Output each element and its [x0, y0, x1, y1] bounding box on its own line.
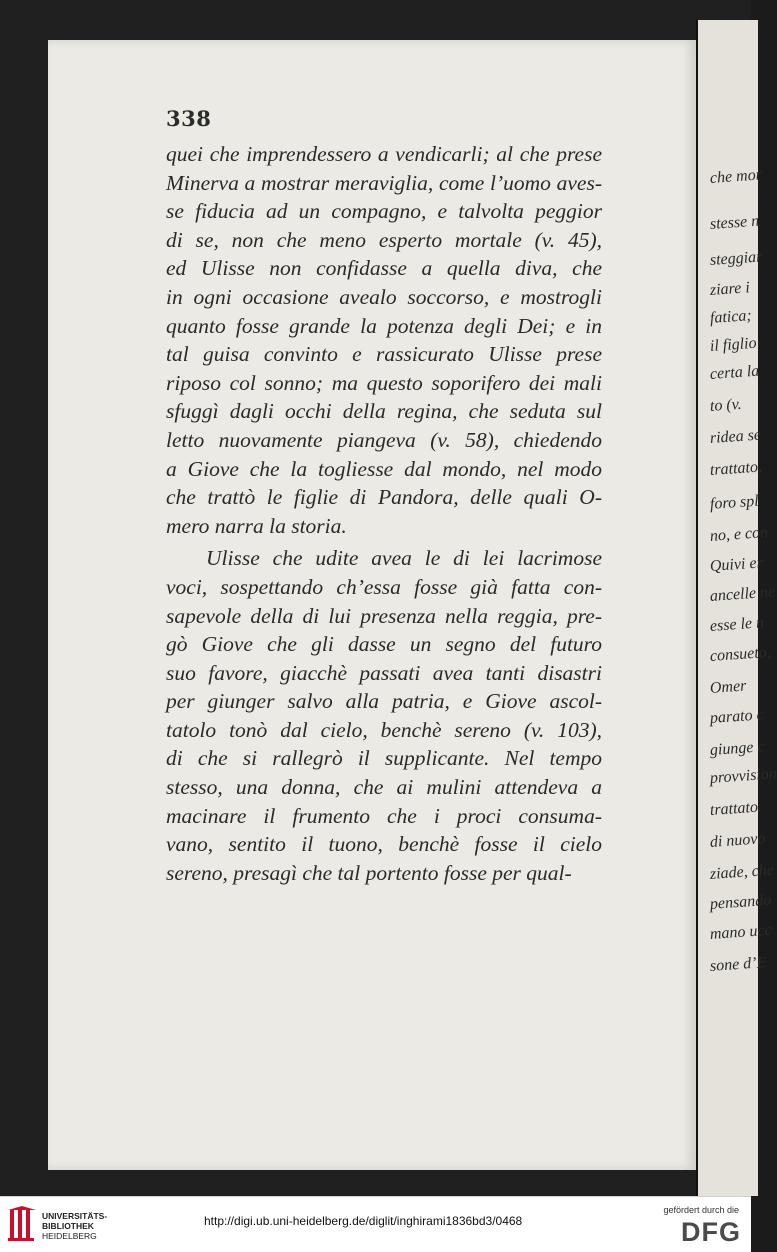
text-line: Minerva a mostrar meraviglia, come l’uomo aves- [166, 170, 602, 195]
institution-line: BIBLIOTHEK [42, 1221, 94, 1231]
text-line: vano, sentito il tuono, benchè fosse il cielo [166, 832, 602, 857]
next-page-text-fragment: pensando [709, 891, 772, 913]
text-line: sapevole della di lui presenza nella reggia, pre- [166, 603, 602, 628]
text-line: a Giove che la togliesse dal mondo, nel modo [166, 456, 602, 481]
institution-line: HEIDELBERG [42, 1231, 97, 1241]
text-line: quei che imprendessero a vendicarli; al che prese [166, 142, 602, 166]
next-page-text-fragment: ziade, che [709, 861, 775, 883]
next-page-text-fragment: consueto, [709, 643, 772, 665]
institution-line: UNIVERSITÄTS- [42, 1211, 108, 1221]
text-line: suo favore, giacchè passati avea tanti disastri [166, 660, 602, 685]
text-line: quanto fosse grande la potenza degli Dei; e in [166, 313, 602, 338]
dfg-logo[interactable]: DFG [681, 1217, 741, 1247]
text-line: macinare il frumento che i proci consuma- [166, 803, 602, 828]
next-page-text-fragment: steggiar [709, 248, 763, 269]
text-line: in ogni occasione avealo soccorso, e mostrogli [166, 284, 602, 309]
text-line: tal guisa convinto e rassicurato Ulisse prese [166, 342, 602, 367]
next-page-text-fragment: Quivi er [709, 554, 764, 575]
next-page-text-fragment: ziare i [709, 279, 751, 299]
next-page-edge [696, 20, 777, 1196]
next-page-text-fragment: parato c [709, 706, 765, 727]
footer-bar [0, 1196, 751, 1252]
next-page-text-fragment: trattato, [709, 458, 763, 479]
next-page-text-fragment: giunge c [709, 738, 766, 759]
text-line: riposo col sonno; ma questo soporifero dei mali [166, 370, 602, 395]
next-page-text-fragment: sone d’E [709, 954, 767, 975]
next-page-text-fragment: to (v. [709, 395, 743, 415]
institution-name [42, 1211, 107, 1241]
text-line: di che si rallegrò il supplicante. Nel tempo [166, 746, 602, 771]
text-line: di se, non che meno esperto mortale (v. 45), [166, 227, 602, 252]
text-line: ed Ulisse non confidasse a quella diva, che [166, 256, 602, 281]
next-page-text-fragment: ancelle ne [709, 583, 776, 605]
funding-caption: gefördert durch die [663, 1205, 739, 1215]
next-page-text-fragment: Omer [709, 677, 747, 697]
next-page-text-fragment: il figlio [709, 334, 758, 355]
next-page-text-fragment: esse le n [709, 614, 765, 635]
next-page-text-fragment: foro spl [709, 492, 760, 513]
next-page-text-fragment: che mor [709, 166, 763, 187]
text-line: che trattò le figlie di Pandora, delle quali O- [166, 485, 602, 510]
text-line: sfuggì dagli occhi della regina, che seduta sul [166, 399, 602, 424]
text-line: mero narra la storia. [166, 513, 347, 538]
text-line: Ulisse che udite avea le di lei lacrimose [206, 546, 602, 571]
page-body-text [166, 140, 602, 887]
next-page-text-fragment: trattato. [709, 798, 763, 819]
text-line: se fiducia ad un compagno, e talvolta peggior [166, 199, 602, 224]
next-page-text-fragment: stesse n [709, 212, 760, 233]
text-line: per giunger salvo alla patria, e Giove ascol- [166, 689, 602, 714]
text-line: stesso, una donna, che ai mulini attendeva a [166, 775, 602, 800]
text-line: letto nuovamente piangeva (v. 58), chiedendo [166, 427, 602, 452]
next-page-text-fragment: mano ucc [709, 921, 773, 943]
next-page-text-fragment: no, e con [709, 523, 769, 545]
next-page-text-fragment: fatica; [709, 307, 753, 327]
permalink-url[interactable]: http://digi.ub.uni-heidelberg.de/diglit/inghirami1836bd3/0468 [204, 1214, 523, 1228]
next-page-text-fragment: di nuovo [709, 830, 766, 851]
text-line: voci, sospettando ch’essa fosse già fatta con- [166, 574, 602, 599]
university-library-logo-icon[interactable] [8, 1206, 36, 1242]
text-line: gò Giove che gli dasse un segno del futuro [166, 632, 602, 657]
page-number: 338 [166, 106, 212, 131]
text-line: tatolo tonò dal cielo, benchè sereno (v. 103), [166, 717, 602, 742]
text-line: sereno, presagì che tal portento fosse per qual- [166, 860, 572, 885]
next-page-text-fragment: provvision [709, 765, 777, 787]
next-page-text-fragment: certa la [709, 362, 760, 383]
next-page-text-fragment: ridea se [709, 426, 762, 447]
